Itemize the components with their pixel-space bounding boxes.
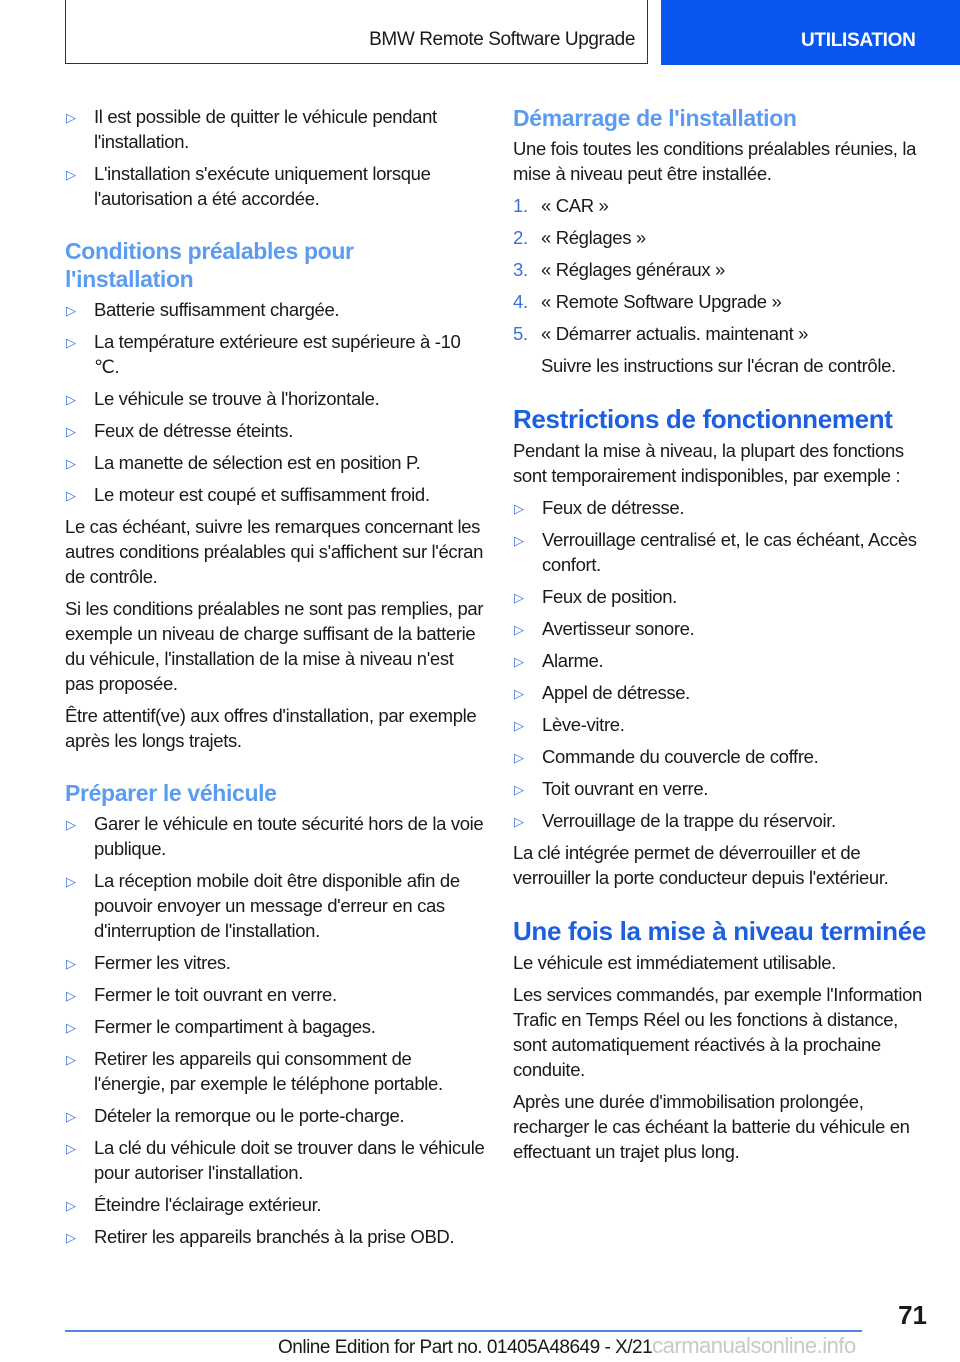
triangle-bullet-icon: ▷ — [514, 750, 524, 765]
bullet-item — [65, 950, 485, 975]
step-item — [513, 321, 933, 346]
bullet-text: Verrouillage de la trappe du réservoir. — [542, 810, 836, 831]
bullet-item — [513, 527, 933, 577]
triangle-bullet-icon: ▷ — [514, 654, 524, 669]
bullet-item — [513, 584, 933, 609]
bullet-item — [513, 712, 933, 737]
bullet-item — [65, 982, 485, 1007]
triangle-bullet-icon: ▷ — [66, 335, 76, 350]
step-number: 5. — [513, 323, 528, 344]
step-followup: Suivre les instructions sur l'écran de contrôle. — [541, 355, 896, 376]
triangle-bullet-icon: ▷ — [66, 956, 76, 971]
triangle-bullet-icon: ▷ — [66, 392, 76, 407]
bullet-text: Appel de détresse. — [542, 682, 690, 703]
step-item — [513, 193, 933, 218]
triangle-bullet-icon: ▷ — [66, 874, 76, 889]
triangle-bullet-icon: ▷ — [66, 988, 76, 1003]
bullet-item — [513, 744, 933, 769]
header-title: BMW Remote Software Upgrade — [369, 29, 635, 50]
step-text: « Réglages généraux » — [541, 259, 725, 280]
triangle-bullet-icon: ▷ — [66, 817, 76, 832]
bullet-item — [65, 450, 485, 475]
bullet-item — [65, 418, 485, 443]
triangle-bullet-icon: ▷ — [66, 110, 76, 125]
triangle-bullet-icon: ▷ — [66, 456, 76, 471]
bullet-text: Commande du couvercle de coffre. — [542, 746, 819, 767]
bullet-item — [65, 482, 485, 507]
bullet-text: Il est possible de quitter le véhicule pendant l'installation. — [94, 106, 437, 152]
heading-conditions: Conditions préalables pour l'installation — [65, 238, 354, 292]
bullet-item — [65, 329, 485, 379]
bullet-text: Garer le véhicule en toute sécurité hors de la voie publique. — [94, 813, 484, 859]
triangle-bullet-icon: ▷ — [66, 1198, 76, 1213]
triangle-bullet-icon: ▷ — [66, 1109, 76, 1124]
bullet-text: Avertisseur sonore. — [542, 618, 695, 639]
step-number: 2. — [513, 227, 528, 248]
header-box — [65, 0, 648, 64]
step-item — [513, 289, 933, 314]
footer-text — [278, 1333, 856, 1359]
bullet-item — [65, 1224, 485, 1249]
paragraph: Être attentif(ve) aux offres d'installation, par exemple après les longs trajets. — [65, 705, 477, 751]
bullet-text: Verrouillage centralisé et, le cas échéant, Accès confort. — [542, 529, 917, 575]
triangle-bullet-icon: ▷ — [66, 1052, 76, 1067]
bullet-item — [513, 648, 933, 673]
right-column — [513, 104, 933, 1171]
bullet-item — [65, 386, 485, 411]
watermark: carmanualsonline.info — [652, 1333, 856, 1358]
bullet-item — [65, 1014, 485, 1039]
step-number: 3. — [513, 259, 528, 280]
bullet-text: L'installation s'exécute uniquement lorsque l'autorisation a été accordée. — [94, 163, 431, 209]
triangle-bullet-icon: ▷ — [514, 814, 524, 829]
bullet-item — [513, 616, 933, 641]
paragraph: Après une durée d'immobilisation prolongée, recharger le cas échéant la batterie du véhicule en effectuant un trajet plus long. — [513, 1091, 910, 1162]
bullet-item — [65, 1103, 485, 1128]
triangle-bullet-icon: ▷ — [66, 1020, 76, 1035]
triangle-bullet-icon: ▷ — [514, 590, 524, 605]
bullet-item — [65, 104, 485, 154]
paragraph: La clé intégrée permet de déverrouiller et de verrouiller la porte conducteur depuis l'extérieur. — [513, 842, 889, 888]
triangle-bullet-icon: ▷ — [514, 501, 524, 516]
triangle-bullet-icon: ▷ — [66, 1230, 76, 1245]
bullet-item — [513, 776, 933, 801]
footer-divider — [65, 1330, 862, 1332]
triangle-bullet-icon: ▷ — [66, 1141, 76, 1156]
triangle-bullet-icon: ▷ — [514, 686, 524, 701]
bullet-text: Fermer le compartiment à bagages. — [94, 1016, 376, 1037]
heading-restrictions: Restrictions de fonctionnement — [513, 404, 893, 434]
bullet-text: Le moteur est coupé et suffisamment froid. — [94, 484, 430, 505]
heading-done: Une fois la mise à niveau terminée — [513, 916, 926, 946]
bullet-item — [65, 161, 485, 211]
bullet-item — [65, 1192, 485, 1217]
paragraph: Le véhicule est immédiatement utilisable. — [513, 952, 836, 973]
bullet-text: Fermer le toit ouvrant en verre. — [94, 984, 337, 1005]
bullet-text: Feux de détresse éteints. — [94, 420, 293, 441]
bullet-text: Éteindre l'éclairage extérieur. — [94, 1194, 322, 1215]
step-number: 1. — [513, 195, 528, 216]
step-text: « Remote Software Upgrade » — [541, 291, 782, 312]
triangle-bullet-icon: ▷ — [66, 424, 76, 439]
paragraph: Si les conditions préalables ne sont pas remplies, par exemple un niveau de charge suffisant de la batterie du véhicule, l'installation de la mise à niveau n'est pas proposée. — [65, 598, 484, 694]
bullet-item — [65, 1135, 485, 1185]
bullet-text: Feux de détresse. — [542, 497, 685, 518]
bullet-item — [65, 297, 485, 322]
triangle-bullet-icon: ▷ — [66, 488, 76, 503]
step-text: « Démarrer actualis. maintenant » — [541, 323, 809, 344]
section-tab-label: UTILISATION — [801, 30, 916, 51]
paragraph: Le cas échéant, suivre les remarques concernant les autres conditions préalables qui s'affichent sur l'écran de contrôle. — [65, 516, 484, 587]
heading-start: Démarrage de l'installation — [513, 105, 797, 131]
triangle-bullet-icon: ▷ — [66, 303, 76, 318]
step-item — [513, 257, 933, 282]
paragraph: Les services commandés, par exemple l'Information Trafic en Temps Réel ou les fonctions à distance, sont automatiquement réactivés à la prochaine conduite. — [513, 984, 922, 1080]
triangle-bullet-icon: ▷ — [514, 622, 524, 637]
step-text: « Réglages » — [541, 227, 646, 248]
left-column — [65, 104, 485, 1256]
bullet-text: Retirer les appareils qui consomment de l'énergie, par exemple le téléphone portable. — [94, 1048, 443, 1094]
triangle-bullet-icon: ▷ — [66, 167, 76, 182]
bullet-text: Feux de position. — [542, 586, 677, 607]
bullet-item — [513, 808, 933, 833]
bullet-item — [65, 1046, 485, 1096]
bullet-item — [65, 811, 485, 861]
step-item — [513, 225, 933, 250]
bullet-item — [513, 680, 933, 705]
bullet-text: La clé du véhicule doit se trouver dans le véhicule pour autoriser l'installation. — [94, 1137, 485, 1183]
edition-text: Online Edition for Part no. 01405A48649 - X/21 — [278, 1337, 653, 1358]
paragraph: Une fois toutes les conditions préalables réunies, la mise à niveau peut être installée. — [513, 138, 917, 184]
triangle-bullet-icon: ▷ — [514, 718, 524, 733]
bullet-text: La température extérieure est supérieure à -10 ℃. — [94, 331, 461, 377]
bullet-text: Lève-vitre. — [542, 714, 625, 735]
heading-prepare: Préparer le véhicule — [65, 780, 277, 806]
bullet-text: Fermer les vitres. — [94, 952, 231, 973]
triangle-bullet-icon: ▷ — [514, 533, 524, 548]
section-tab — [661, 0, 960, 65]
step-text: « CAR » — [541, 195, 609, 216]
bullet-item — [65, 868, 485, 943]
paragraph: Pendant la mise à niveau, la plupart des fonctions sont temporairement indisponibles, par exemple : — [513, 440, 904, 486]
bullet-text: Le véhicule se trouve à l'horizontale. — [94, 388, 380, 409]
bullet-text: La manette de sélection est en position P. — [94, 452, 421, 473]
bullet-text: La réception mobile doit être disponible afin de pouvoir envoyer un message d'erreur en cas d'interruption de l'installation. — [94, 870, 460, 941]
bullet-item — [513, 495, 933, 520]
bullet-text: Dételer la remorque ou le porte-charge. — [94, 1105, 405, 1126]
page-number: 71 — [898, 1300, 927, 1330]
bullet-text: Retirer les appareils branchés à la prise OBD. — [94, 1226, 455, 1247]
step-number: 4. — [513, 291, 528, 312]
bullet-text: Toit ouvrant en verre. — [542, 778, 709, 799]
bullet-text: Batterie suffisamment chargée. — [94, 299, 340, 320]
triangle-bullet-icon: ▷ — [514, 782, 524, 797]
bullet-text: Alarme. — [542, 650, 604, 671]
